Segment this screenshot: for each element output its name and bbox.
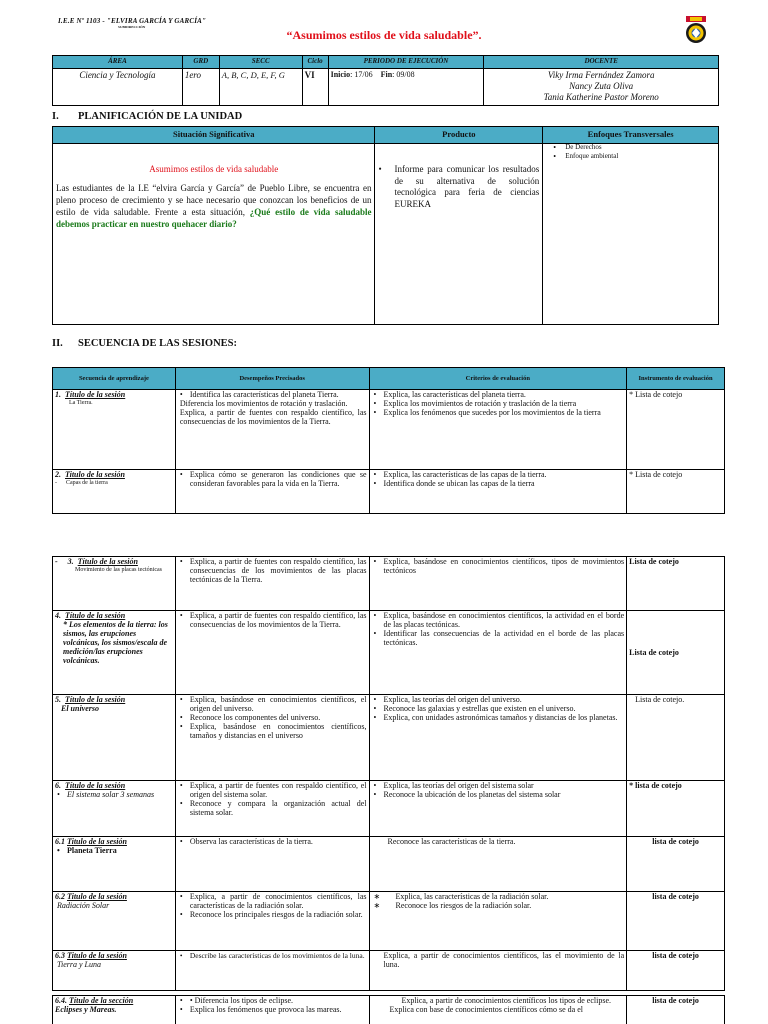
cell-text: • Explica, a partir de fuentes con respaldo científico, las consecuencias de los movimientos de la Tierra.: [178, 611, 367, 629]
text-fragment: [55, 996, 173, 1005]
table-cell: [175, 611, 369, 695]
text-fragment: [55, 611, 173, 620]
cell-text: • Reconoce los componentes del universo.: [178, 713, 367, 722]
cell-text: Titulo de la sesión: [67, 892, 127, 901]
table-cell: [369, 781, 627, 837]
fin-value: : 09/08: [392, 70, 415, 79]
inicio-label: Inicio: [330, 70, 351, 79]
table-cell: [175, 470, 369, 514]
header-periodo: PERIODO DE EJECUCIÓN: [328, 56, 484, 69]
enfoques-cell: [543, 144, 719, 325]
cell-text: Tierra y Luna: [57, 960, 102, 969]
cell-text: • Explica, las teorías del origen del sistema solar: [372, 781, 625, 790]
table-cell: [369, 996, 627, 1024]
cell-text: El universo: [61, 704, 100, 713]
cell-text: • Reconoce la ubicación de los planetas del sistema solar: [372, 790, 625, 799]
cell-text: • Explica, a partir de fuentes con respaldo científico, el origen del sistema solar.: [178, 781, 367, 799]
cell-text: Titulo de la sesión: [65, 470, 125, 479]
cell-text: • Explica, las características de las capas de la tierra.: [372, 470, 625, 479]
header-area: ÁREA: [53, 56, 183, 69]
cell-text: Lista de cotejo.: [635, 695, 685, 704]
docente-1: Viky Irma Fernández Zamora: [547, 70, 655, 80]
table-cell: [53, 557, 176, 611]
table-row: [53, 69, 719, 106]
cell-text: • Identifica las características del planeta Tierra.: [178, 390, 367, 399]
cell-text: Reconoce las características de la tierra.: [387, 837, 516, 846]
cell-text: lista de cotejo: [652, 996, 699, 1005]
table-cell: [53, 781, 176, 837]
cell-text: lista de cotejo: [652, 837, 699, 846]
cell-text: lista de cotejo: [652, 951, 699, 960]
cell-text: Titulo de la sesión: [67, 951, 127, 960]
table-cell: [53, 996, 176, 1024]
cell-text: lista de cotejo: [652, 892, 699, 901]
situacion-title: Asumimos estilos de vida saludable: [149, 164, 279, 174]
area-value: Ciencia y Tecnología: [53, 69, 183, 106]
cell-text: 5.: [55, 695, 61, 704]
sessions-table-3: [52, 995, 725, 1024]
cell-text: • Identificar las consecuencias de la actividad en el borde de las placas tectónicas.: [372, 629, 625, 647]
table-cell: [369, 695, 627, 781]
docente-2: Nancy Zuta Oliva: [569, 81, 634, 91]
sessions-table-1: [52, 367, 725, 514]
table-cell: [175, 996, 369, 1024]
cell-text: • Observa las características de la tierra.: [178, 837, 367, 846]
cell-text: Explica con base de conocimientos científicos cómo se da el: [389, 1005, 583, 1014]
bullet-icon: •: [378, 164, 382, 174]
enfoques-list: [545, 143, 716, 161]
header-ciclo: Ciclo: [302, 56, 328, 69]
table-cell: [627, 892, 725, 951]
cell-text: • El sistema solar 3 semanas: [55, 790, 173, 799]
table-cell: [53, 470, 176, 514]
table-cell: [627, 837, 725, 892]
table-cell: [627, 611, 725, 695]
session-row: [53, 611, 725, 695]
text-fragment: [55, 470, 173, 479]
unit-info-table: [52, 55, 719, 106]
header-situacion: Situación Significativa: [53, 127, 375, 144]
table-cell: [369, 951, 627, 991]
ciclo-value: VI: [302, 69, 328, 106]
docente-3: Tania Katherine Pastor Moreno: [543, 92, 659, 102]
table-row: [53, 368, 725, 390]
table-row: [53, 144, 719, 325]
table-cell: [175, 951, 369, 991]
table-cell: [53, 611, 176, 695]
cell-text: * Lista de cotejo: [629, 470, 683, 479]
cell-text: Título de la sección: [69, 996, 134, 1005]
header-docente: DOCENTE: [484, 56, 719, 69]
situacion-body: Las estudiantes de la I.E “elvira García y García” de Pueblo Libre, se encuentra en pleno proceso de crecimiento y se hace necesario que conozcan los beneficios de un estilo de vida saludable. Frente a esta situación,: [56, 183, 372, 217]
cell-text: Explica, a partir de fuentes con respaldo científico, las consecuencias de los movimientos de la Tierra.: [179, 408, 367, 426]
cell-text: 6.3: [55, 951, 65, 960]
cell-text: • Explica, basándose en conocimientos científicos, la actividad en el borde de las placas tectónicas.: [372, 611, 625, 629]
text-fragment: [55, 695, 173, 704]
cell-text: 2.: [55, 470, 61, 479]
header-criterios: Criterios de evaluación: [369, 368, 627, 390]
document-title: “Asumimos estilos de vida saludable”.: [286, 28, 482, 42]
cell-text: • Reconoce las galaxias y estrellas que existen en el universo.: [372, 704, 625, 713]
cell-text: La Tierra.: [69, 400, 93, 406]
table-cell: [627, 557, 725, 611]
cell-text: Titulo de la sesión: [67, 837, 127, 846]
cell-text: 6.2: [55, 892, 65, 901]
table-cell: [369, 837, 627, 892]
cell-text: • Explica los movimientos de rotación y traslación de la tierra: [372, 399, 625, 408]
session-row: [53, 390, 725, 470]
cell-text: • Explica los fenómenos que sucedes por los movimientos de la tierra: [372, 408, 625, 417]
section-2-number: II.: [52, 338, 63, 349]
table-cell: [627, 390, 725, 470]
header-instrumento: Instrumento de evaluación: [627, 368, 725, 390]
cell-text: Lista de cotejo: [629, 557, 679, 566]
enfoque-item: • Enfoque ambiental: [545, 152, 716, 161]
cell-text: • Explica, las características del planeta tierra.: [372, 390, 625, 399]
table-cell: [627, 695, 725, 781]
cell-text: • Explica los fenómenos que provoca las mareas.: [178, 1005, 367, 1014]
situacion-question: ¿Qué estilo de vida saludable debemos practicar en nuestro quehacer diario?: [56, 207, 372, 229]
cell-text: 4.: [55, 611, 61, 620]
section-1-number: I.: [52, 111, 59, 122]
text-fragment: [378, 164, 539, 210]
cell-text: 1.: [55, 390, 61, 399]
cell-text: • • Diferencia los tipos de eclipse.: [178, 996, 367, 1005]
sessions-table-2: [52, 556, 725, 991]
session-row: [53, 892, 725, 951]
header-desempenos: Desempeños Precisados: [175, 368, 369, 390]
cell-text: 6.: [55, 781, 61, 790]
cell-text: • Explica, basándose en conocimientos científicos, tamaños y distancias en el universo: [178, 722, 367, 740]
cell-text: Lista de cotejo: [629, 648, 679, 657]
school-crest-icon: [684, 16, 708, 44]
school-subtitle: SUBDIRECCIÓN: [118, 25, 146, 29]
text-fragment: [55, 390, 173, 399]
cell-text: • Reconoce los principales riesgos de la radiación solar.: [178, 910, 367, 919]
docentes-list: [484, 69, 719, 106]
table-cell: [53, 892, 176, 951]
cell-text: • Explica, basándose en conocimientos científicos, tipos de movimientos tectónicos: [372, 557, 625, 575]
cell-text: • Planeta Tierra: [55, 846, 173, 855]
table-cell: [627, 951, 725, 991]
table-cell: [53, 951, 176, 991]
cell-text: • Describe las características de los movimientos de la luna.: [178, 951, 367, 960]
table-cell: [627, 781, 725, 837]
header-producto: Producto: [375, 127, 543, 144]
cell-text: • Explica, basándose en conocimientos científicos, el origen del universo.: [178, 695, 367, 713]
cell-text: • Explica, con unidades astronómicas tamaños y distancias de los planetas.: [372, 713, 625, 722]
table-cell: [53, 695, 176, 781]
header-secuencia: Secuencia de aprendizaje: [53, 368, 176, 390]
cell-text: Eclipses y Mareas.: [55, 1005, 117, 1014]
table-cell: [369, 611, 627, 695]
table-cell: [627, 470, 725, 514]
table-cell: [53, 837, 176, 892]
cell-text: * Los elementos de la tierra: los sismos, las erupciones volcánicas, los sismos/escala de medición/las erupciones volcánicas.: [63, 620, 168, 665]
table-cell: [627, 996, 725, 1024]
planning-table: [52, 126, 719, 325]
school-name: I.E.E Nº 1103 - "ELVIRA GARCÍA Y GARCÍA": [58, 17, 207, 25]
session-row: [53, 837, 725, 892]
periodo-value: [328, 69, 484, 106]
producto-text: Informe para comunicar los resultados de su alternativa de solución tecnológica para feria de ciencias EUREKA: [394, 164, 540, 209]
text-fragment: [55, 892, 173, 901]
session-row: [53, 557, 725, 611]
table-cell: [175, 557, 369, 611]
table-cell: [369, 470, 627, 514]
cell-text: Título de la sesión: [65, 611, 126, 620]
cell-text: • Reconoce y compara la organización actual del sistema solar.: [178, 799, 367, 817]
session-row: [53, 695, 725, 781]
session-row: [53, 781, 725, 837]
cell-text: • Explica, a partir de fuentes con respaldo científico, las consecuencias de los movimientos de las placas tectónicas de la Tierra.: [178, 557, 367, 584]
cell-text: • Explica, a partir de conocimientos científicos, las características de la radiación solar.: [178, 892, 367, 910]
table-cell: [369, 892, 627, 951]
table-cell: [369, 390, 627, 470]
cell-text: * Lista de cotejo: [629, 390, 683, 399]
table-row: [53, 127, 719, 144]
cell-text: Título de la sesión: [65, 695, 126, 704]
section-1-heading: [52, 111, 242, 122]
text-fragment: [55, 951, 173, 960]
table-cell: [175, 781, 369, 837]
table-cell: [175, 837, 369, 892]
header-seccion: SECC: [219, 56, 302, 69]
cell-text: Título de la sesión: [77, 557, 138, 566]
cell-text: ∗ Explica, las características de la radiación solar.: [372, 892, 625, 901]
cell-text: Título de la sesión: [65, 390, 126, 399]
cell-text: Movimiento de las placas tectónicas: [75, 567, 162, 573]
fin-label: Fin: [380, 70, 393, 79]
seccion-value: A, B, C, D, E, F, G: [219, 69, 302, 106]
cell-text: Explica, a partir de conocimientos científicos, las el movimiento de la luna.: [383, 951, 625, 969]
situacion-text: [56, 182, 371, 230]
text-fragment: [55, 781, 173, 790]
enfoque-item: • De Derechos: [545, 143, 716, 152]
cell-text: 6.4.: [55, 996, 67, 1005]
section-2-title: SECUENCIA DE LAS SESIONES:: [78, 338, 238, 349]
cell-text: 6.1: [55, 837, 65, 846]
session-row: [53, 470, 725, 514]
cell-text: 3.: [67, 557, 74, 566]
section-2-heading: [52, 338, 237, 349]
cell-text: Radiación Solar: [57, 901, 110, 910]
session-row: [53, 996, 725, 1024]
situacion-cell: [53, 144, 375, 325]
table-cell: [175, 695, 369, 781]
cell-text: Diferencia los movimientos de rotación y traslación.: [179, 399, 348, 408]
cell-text: Título de la sesión: [65, 781, 126, 790]
cell-text: ∗ Reconoce los riesgos de la radiación solar.: [372, 901, 625, 910]
cell-text: • Explica cómo se generaron las condiciones que se consideran favorables para la vida en la Tierra.: [178, 470, 367, 488]
session-row: [53, 951, 725, 991]
text-fragment: - 3. Título de la sesión: [55, 557, 138, 566]
grado-value: 1ero: [182, 69, 219, 106]
section-1-title: PLANIFICACIÓN DE LA UNIDAD: [78, 111, 243, 122]
table-cell: [175, 892, 369, 951]
table-cell: [53, 390, 176, 470]
header-grado: GRD: [182, 56, 219, 69]
cell-text: Capas de la tierra: [66, 480, 108, 486]
cell-text: * lista de cotejo: [629, 781, 682, 790]
table-cell: [175, 390, 369, 470]
table-row: [53, 56, 719, 69]
table-cell: [369, 557, 627, 611]
cell-text: • Explica, las teorías del origen del universo.: [372, 695, 625, 704]
cell-text: Explica, a partir de conocimientos científicos los tipos de eclipse.: [401, 996, 611, 1005]
text-fragment: - Capas de la tierra: [55, 480, 108, 486]
header-enfoques: Enfoques Transversales: [543, 127, 719, 144]
cell-text: • Identifica donde se ubican las capas de la tierra: [372, 479, 625, 488]
inicio-value: : 17/06: [350, 70, 373, 79]
text-fragment: [55, 837, 173, 846]
producto-cell: [375, 144, 543, 325]
